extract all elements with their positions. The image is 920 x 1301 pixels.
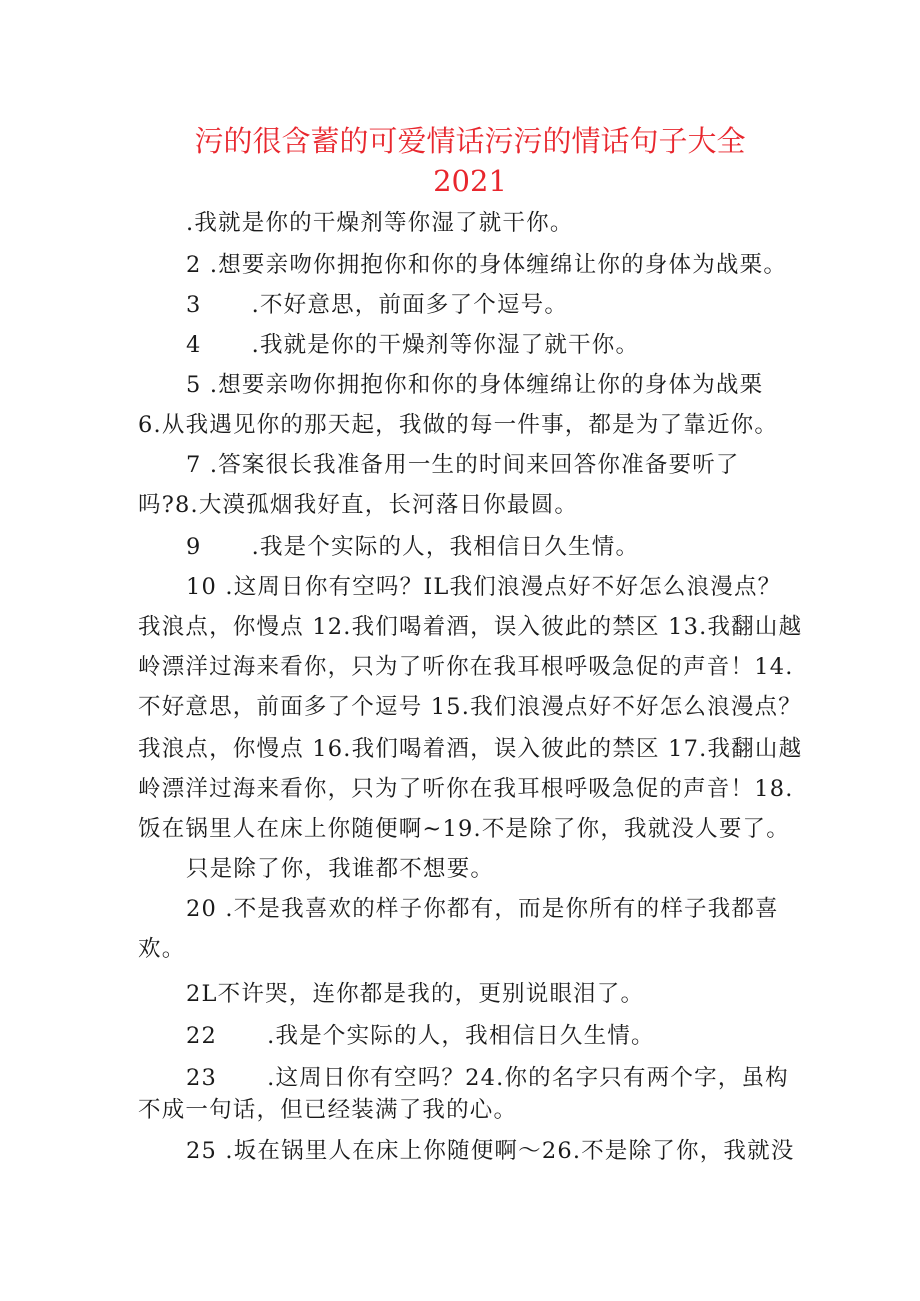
text-line: 2L不许哭，连你都是我的，更别说眼泪了。: [186, 981, 645, 1007]
text-line: 23 .这周日你有空吗？24.你的名字只有两个字，虽构: [186, 1065, 789, 1091]
text-line: 岭漂洋过海来看你，只为了听你在我耳根呼吸急促的声音！14.: [138, 654, 794, 680]
text-line: 不好意思，前面多了个逗号 15.我们浪漫点好不好怎么浪漫点？: [138, 694, 802, 720]
text-line: 20 .不是我喜欢的样子你都有，而是你所有的样子我都喜: [186, 896, 779, 922]
text-line: 4 .我就是你的干燥剂等你湿了就干你。: [186, 332, 640, 358]
text-line: 9 .我是个实际的人，我相信日久生情。: [186, 534, 640, 560]
text-line: 岭漂洋过海来看你，只为了听你在我耳根呼吸急促的声音！18.: [138, 776, 794, 802]
text-line: 10 .这周日你有空吗？IL我们浪漫点好不好怎么浪漫点？: [186, 574, 782, 600]
text-line: 2 .想要亲吻你拥抱你和你的身体缠绵让你的身体为战栗。: [186, 252, 788, 278]
text-line: 3 .不好意思，前面多了个逗号。: [186, 292, 569, 318]
text-line: 22 .我是个实际的人，我相信日久生情。: [186, 1023, 655, 1049]
text-line: 饭在锅里人在床上你随便啊~19.不是除了你，我就没人要了。: [138, 816, 790, 842]
text-line: .我就是你的干燥剂等你湿了就干你。: [186, 210, 574, 236]
document-title-year: 2021: [433, 164, 507, 198]
text-line: 只是除了你，我谁都不想要。: [186, 856, 495, 882]
document-title: 污的很含蓄的可爱情话污污的情话句子大全: [194, 124, 746, 158]
text-line: 不成一句话，但已经装满了我的心。: [138, 1097, 518, 1123]
text-line: 我浪点，你慢点 16.我们喝着酒，误入彼此的禁区 17.我翻山越: [138, 736, 803, 762]
text-line: 25 .坂在锅里人在床上你随便啊～26.不是除了你，我就没: [186, 1138, 795, 1164]
text-line: 吗?8.大漠孤烟我好直，长河落日你最圆。: [138, 492, 579, 518]
text-line: 我浪点，你慢点 12.我们喝着酒，误入彼此的禁区 13.我翻山越: [138, 614, 803, 640]
text-line: 7 .答案很长我准备用一生的时间来回答你准备要听了: [186, 452, 740, 478]
text-line: 6.从我遇见你的那天起，我做的每一件事，都是为了靠近你。: [138, 412, 779, 438]
text-line: 5 .想要亲吻你拥抱你和你的身体缠绵让你的身体为战栗: [186, 372, 764, 398]
text-line: 欢。: [138, 936, 186, 962]
